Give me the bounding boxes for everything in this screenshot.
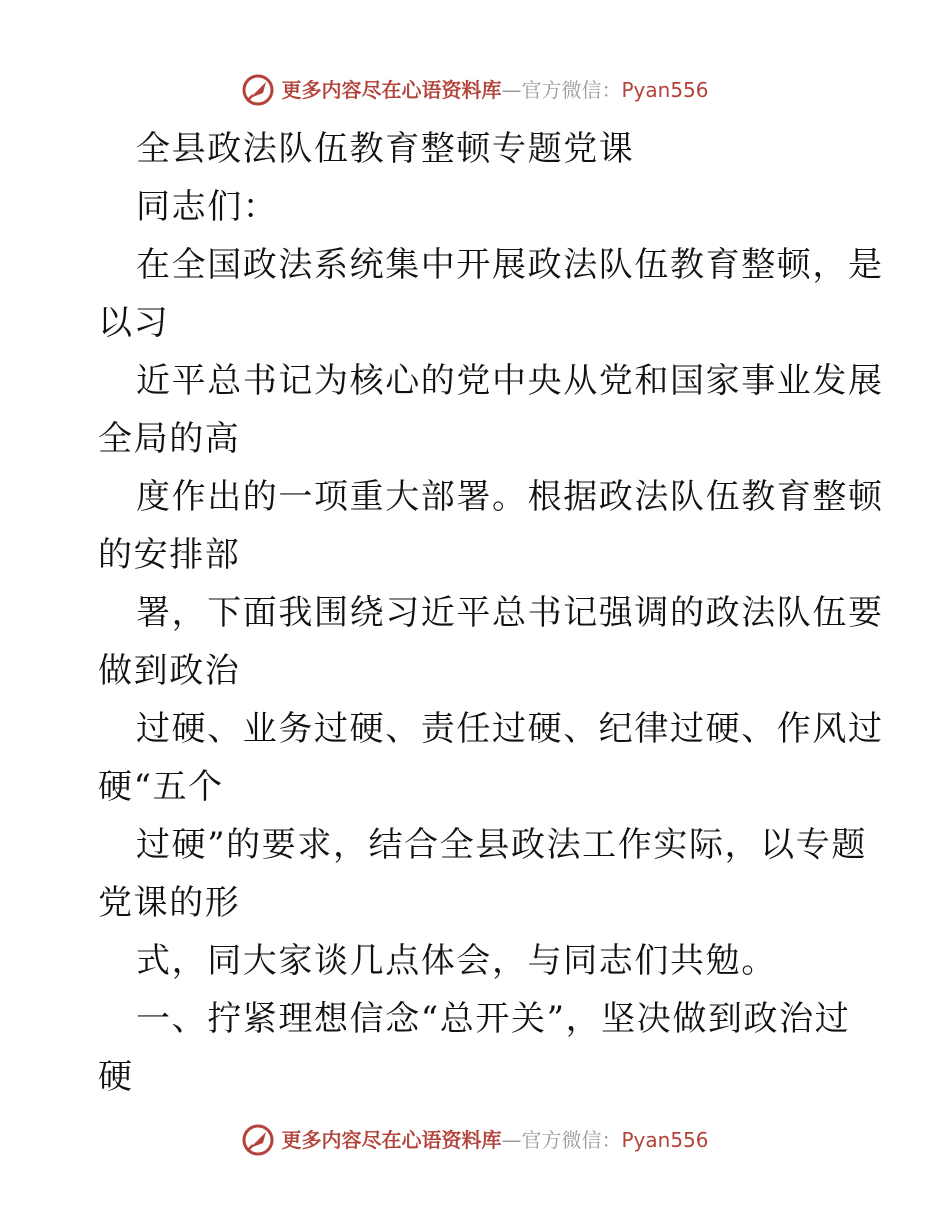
- text-line: 以习: [98, 303, 170, 343]
- text-line: 党课的形: [98, 883, 241, 923]
- quill-logo-icon: [241, 73, 275, 107]
- footer-text: [281, 1130, 708, 1150]
- section-heading: 一、拧紧理想信念“总开关”，坚决做到政治过: [136, 999, 851, 1039]
- text-line: 署，下面我围绕习近平总书记强调的政法队伍要: [136, 593, 884, 633]
- header-text: [281, 80, 708, 100]
- footer-banner: [0, 1120, 950, 1160]
- salutation: 同志们：: [136, 187, 279, 227]
- document-title: 全县政法队伍教育整顿专题党课: [136, 129, 635, 169]
- footer-site-text: 更多内容尽在心语资料库: [281, 1128, 502, 1152]
- document-body: [98, 120, 884, 1106]
- section-heading-continued: 硬: [98, 1057, 134, 1097]
- header-banner: [0, 70, 950, 110]
- header-site-text: 更多内容尽在心语资料库: [281, 78, 502, 102]
- quill-logo-icon: [241, 1123, 275, 1157]
- footer-wechat-label: 官方微信：: [521, 1128, 622, 1152]
- footer-wechat-id: Pyan556: [621, 1128, 709, 1152]
- text-line: 过硬、业务过硬、责任过硬、纪律过硬、作风过: [136, 709, 884, 749]
- text-line: 硬“五个: [98, 767, 224, 807]
- text-line: 全局的高: [98, 419, 241, 459]
- header-dash: —: [501, 78, 522, 102]
- text-line: 的安排部: [98, 535, 241, 575]
- text-line: 过硬”的要求，结合全县政法工作实际，以专题: [136, 825, 867, 865]
- header-wechat-id: Pyan556: [621, 78, 709, 102]
- text-line: 度作出的一项重大部署。根据政法队伍教育整顿: [136, 477, 884, 517]
- text-line: 式，同大家谈几点体会，与同志们共勉。: [136, 941, 777, 981]
- text-line: 在全国政法系统集中开展政法队伍教育整顿，是: [136, 245, 884, 285]
- text-line: 做到政治: [98, 651, 241, 691]
- header-wechat-label: 官方微信：: [521, 78, 622, 102]
- text-line: 近平总书记为核心的党中央从党和国家事业发展: [136, 361, 884, 401]
- footer-dash: —: [501, 1128, 522, 1152]
